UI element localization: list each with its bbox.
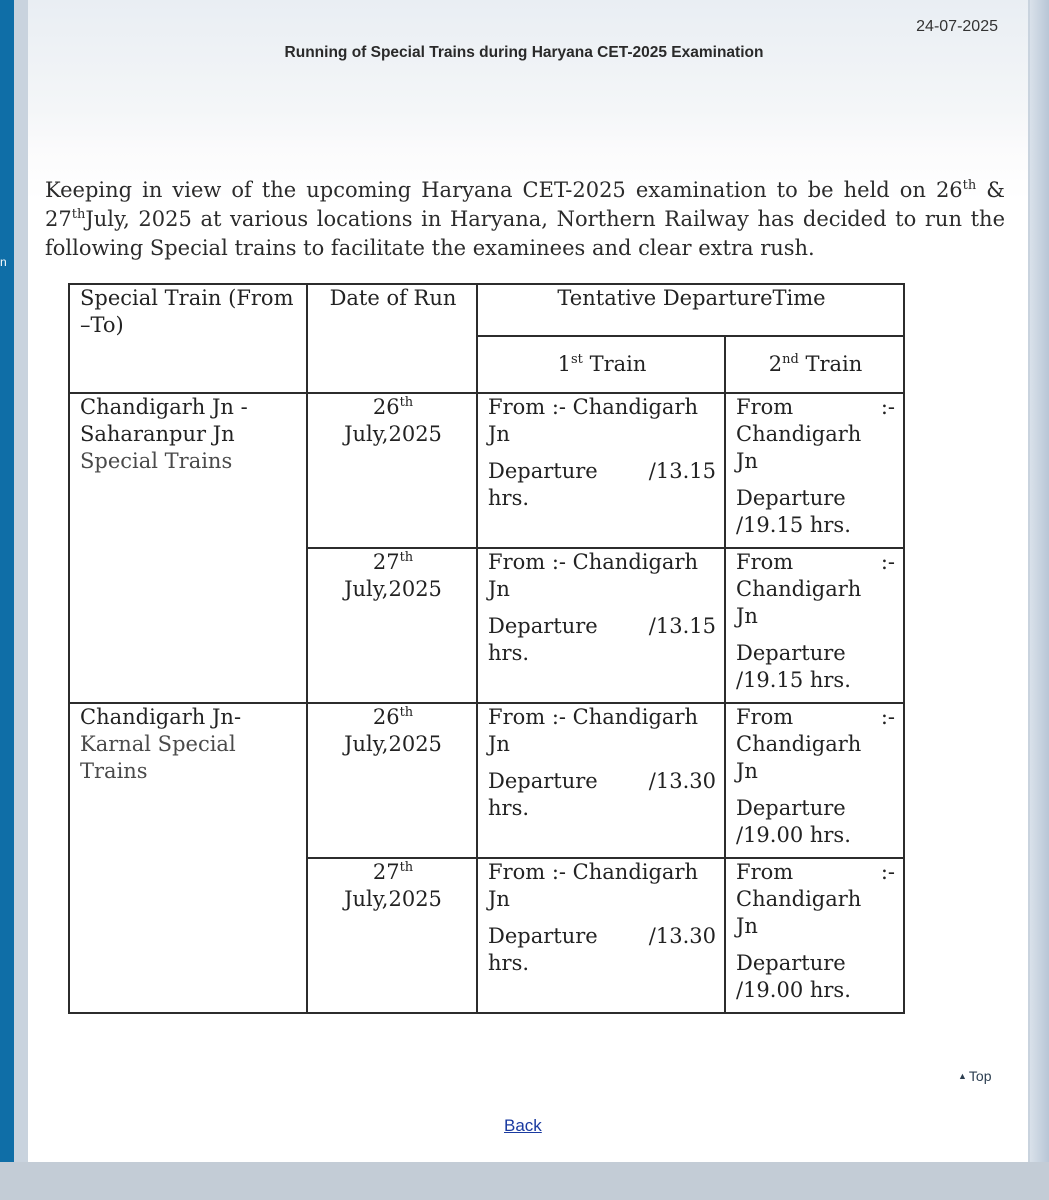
intro-sup-1: th <box>962 178 977 193</box>
special-trains-table <box>68 283 905 1014</box>
intro-sup-2: th <box>71 207 86 222</box>
first-train-cell: From :- Chandigarh Jn Departure /13.30 hrs. <box>477 858 725 1013</box>
header-second-train: 2nd Train <box>725 336 904 393</box>
date-cell: 26th July,2025 <box>307 703 477 858</box>
triangle-up-icon: ▲ <box>958 1071 967 1081</box>
table-header-row <box>69 284 904 336</box>
header-special-train: Special Train (From –To) <box>69 284 307 393</box>
table-row <box>69 703 904 858</box>
second-train-cell: From :- Chandigarh Jn Departure /19.15 hrs. <box>725 393 904 548</box>
intro-paragraph <box>45 176 1005 263</box>
date-cell: 26th July,2025 <box>307 393 477 548</box>
left-accent-bar <box>0 0 14 1165</box>
bottom-strip <box>0 1162 1049 1200</box>
table-row <box>69 393 904 548</box>
second-train-cell: From :- Chandigarh Jn Departure /19.00 hrs. <box>725 858 904 1013</box>
top-link[interactable] <box>958 1068 992 1084</box>
top-link-label: Top <box>968 1068 992 1084</box>
intro-text-2: & 27 <box>45 178 1005 231</box>
header-first-train: 1st Train <box>477 336 725 393</box>
left-bar-letter: n <box>0 255 7 269</box>
train-name-cell: Chandigarh Jn- Karnal Special Trains <box>69 703 307 1013</box>
first-train-cell: From :- Chandigarh Jn Departure /13.30 hrs. <box>477 703 725 858</box>
notice-date: 24-07-2025 <box>916 18 998 35</box>
notice-title: Running of Special Trains during Haryana CET-2025 Examination <box>284 44 764 61</box>
right-scroll-strip <box>1030 0 1049 1165</box>
header-departure-time: Tentative DepartureTime <box>477 284 904 336</box>
header-date-of-run: Date of Run <box>307 284 477 393</box>
first-train-cell: From :- Chandigarh Jn Departure /13.15 hrs. <box>477 393 725 548</box>
train-name-cell: Chandigarh Jn - Saharanpur Jn Special Trains <box>69 393 307 703</box>
second-train-cell: From :- Chandigarh Jn Departure /19.15 hrs. <box>725 548 904 703</box>
date-cell: 27th July,2025 <box>307 548 477 703</box>
back-link[interactable]: Back <box>504 1116 542 1135</box>
date-cell: 27th July,2025 <box>307 858 477 1013</box>
intro-text-3: July, 2025 at various locations in Haryana, Northern Railway has decided to run the following Special trains to facilitate the examinees and clear extra rush. <box>45 207 1005 260</box>
intro-text-1: Keeping in view of the upcoming Haryana CET-2025 examination to be held on 26 <box>45 178 963 202</box>
second-train-cell: From :- Chandigarh Jn Departure /19.00 hrs. <box>725 703 904 858</box>
notice-page <box>28 0 1028 1162</box>
first-train-cell: From :- Chandigarh Jn Departure /13.15 hrs. <box>477 548 725 703</box>
